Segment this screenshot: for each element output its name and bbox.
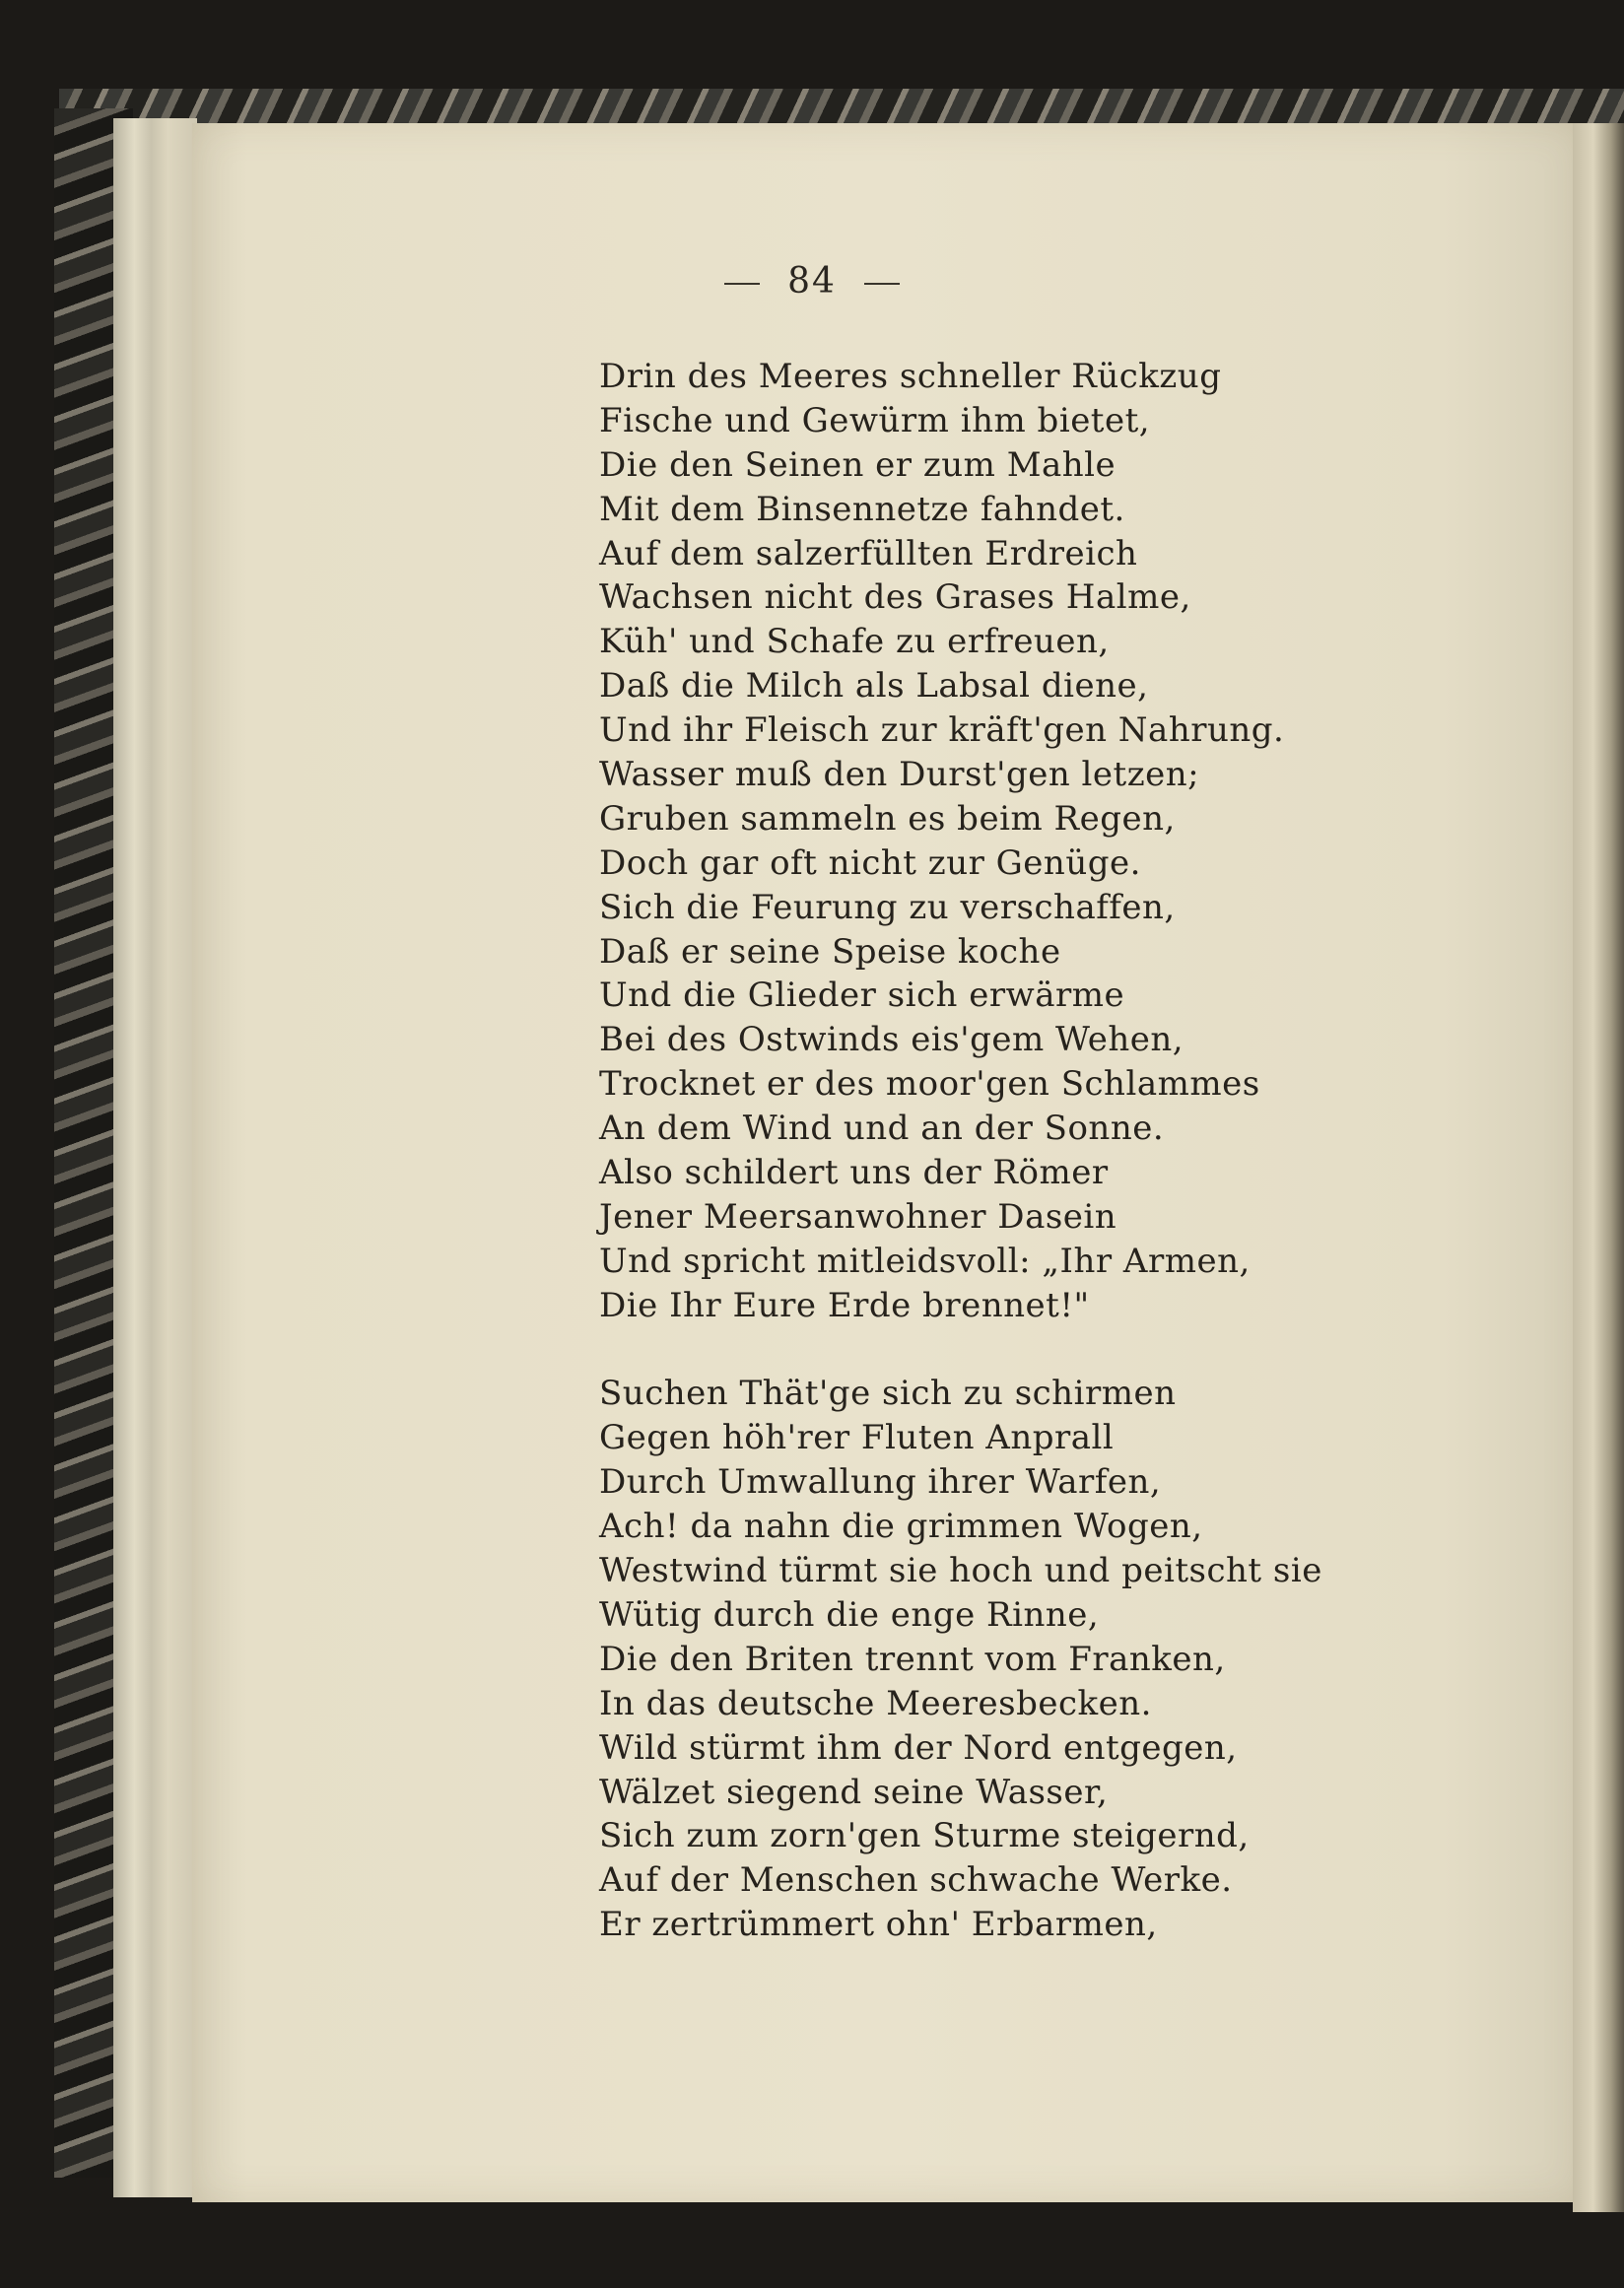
verse-line: Drin des Meeres schneller Rückzug bbox=[599, 357, 1222, 396]
verse-line: Daß er seine Speise koche bbox=[599, 931, 1061, 972]
verse-line: Ach! da nahn die grimmen Wogen, bbox=[599, 1507, 1203, 1547]
verse-line: Sich die Feurung zu verschaffen, bbox=[599, 887, 1176, 927]
page-stack-left-edge bbox=[113, 118, 197, 2197]
verse-line: Wälzet siegend seine Wasser, bbox=[599, 1772, 1109, 1812]
verse-line: Die Ihr Eure Erde brennet!" bbox=[599, 1285, 1090, 1325]
verse-line: Doch gar oft nicht zur Genüge. bbox=[599, 842, 1141, 883]
verse-line: An dem Wind und an der Sonne. bbox=[599, 1109, 1165, 1149]
page-stack-right-edge bbox=[1573, 123, 1624, 2212]
header-dash-right bbox=[864, 283, 900, 285]
verse-line: In das deutsche Meeresbecken. bbox=[599, 1683, 1152, 1723]
verse-line: Und die Glieder sich erwärme bbox=[599, 976, 1125, 1016]
verse-line: Gruben sammeln es beim Regen, bbox=[599, 798, 1176, 839]
verse-line: Die den Briten trennt vom Franken, bbox=[599, 1639, 1226, 1679]
verse-line: Er zertrümmert ohn' Erbarmen, bbox=[599, 1905, 1158, 1945]
stanza-break bbox=[599, 1328, 1486, 1373]
verse-line: Auf der Menschen schwache Werke. bbox=[599, 1860, 1233, 1901]
page-header bbox=[0, 261, 1624, 302]
verse-line: Wild stürmt ihm der Nord entgegen, bbox=[599, 1727, 1238, 1768]
verse-line: Durch Umwallung ihrer Warfen, bbox=[599, 1462, 1162, 1503]
verse-line: Jener Meersanwohner Dasein bbox=[599, 1196, 1117, 1237]
verse-line: Auf dem salzerfüllten Erdreich bbox=[599, 533, 1138, 573]
verse-line: Westwind türmt sie hoch und peitscht sie bbox=[599, 1551, 1322, 1591]
page-number: 84 bbox=[787, 261, 837, 302]
verse-line: Wachsen nicht des Grases Halme, bbox=[599, 577, 1191, 618]
stanza-1 bbox=[599, 355, 1486, 1328]
verse-line: Die den Seinen er zum Mahle bbox=[599, 444, 1116, 485]
verse-line: Gegen höh'rer Fluten Anprall bbox=[599, 1418, 1115, 1458]
verse-line: Wütig durch die enge Rinne, bbox=[599, 1594, 1100, 1635]
header-dash-left bbox=[724, 283, 760, 285]
verse-line: Küh' und Schafe zu erfreuen, bbox=[599, 622, 1110, 662]
verse-line: Und spricht mitleidsvoll: „Ihr Armen, bbox=[599, 1241, 1251, 1281]
stanza-2 bbox=[599, 1372, 1486, 1947]
verse-line: Suchen Thät'ge sich zu schirmen bbox=[599, 1374, 1177, 1414]
verse-line: Sich zum zorn'gen Sturme steigernd, bbox=[599, 1816, 1250, 1856]
verse-line: Also schildert uns der Römer bbox=[599, 1153, 1109, 1193]
verse-line: Daß die Milch als Labsal diene, bbox=[599, 666, 1149, 707]
poem-text bbox=[599, 355, 1486, 1947]
verse-line: Mit dem Binsennetze fahndet. bbox=[599, 489, 1125, 529]
verse-line: Wasser muß den Durst'gen letzen; bbox=[599, 755, 1200, 795]
verse-line: Bei des Ostwinds eis'gem Wehen, bbox=[599, 1020, 1184, 1060]
verse-line: Fische und Gewürm ihm bietet, bbox=[599, 400, 1151, 440]
verse-line: Und ihr Fleisch zur kräft'gen Nahrung. bbox=[599, 710, 1285, 751]
verse-line: Trocknet er des moor'gen Schlammes bbox=[599, 1064, 1260, 1105]
